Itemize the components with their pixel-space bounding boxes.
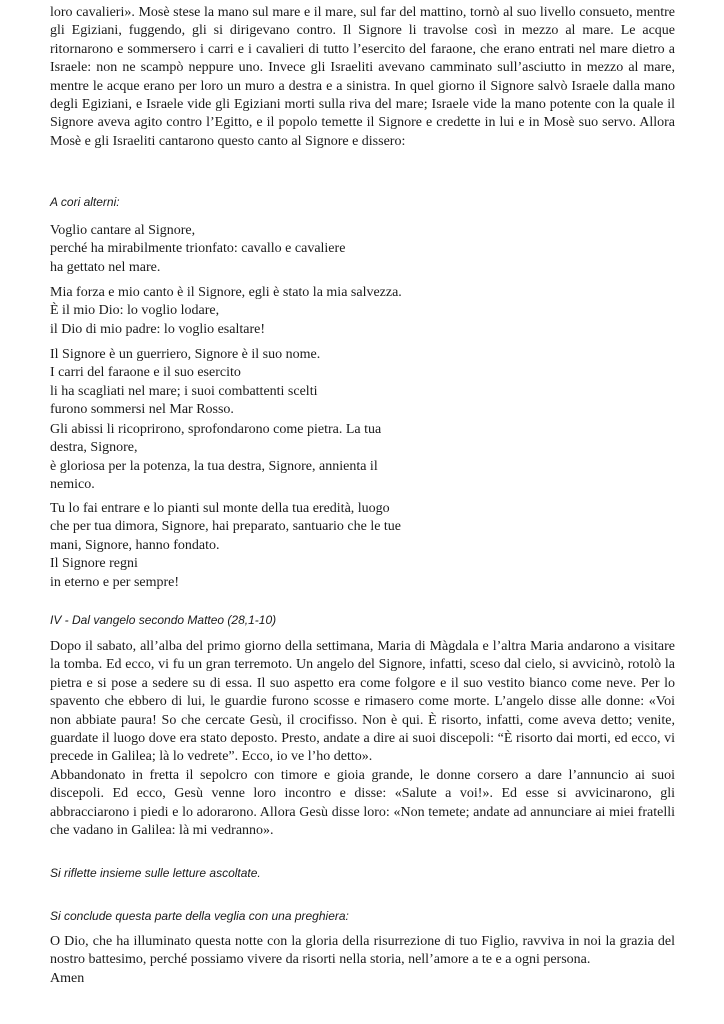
canticle-line: che per tua dimora, Signore, hai preparato, santuario che le tue (50, 519, 402, 535)
canticle-line: destra, Signore, (50, 440, 138, 456)
canticle-line: in eterno e per sempre! (50, 574, 180, 590)
canticle-stanza (50, 500, 401, 592)
canticle-line: Il Signore regni (50, 556, 138, 572)
canticle-stanza (50, 284, 402, 339)
canticle-line: È il mio Dio: lo voglio lodare, (50, 303, 220, 319)
prayer-amen: Amen (50, 970, 85, 986)
canticle-line: Mia forza e mio canto è il Signore, egli è stato la mia salvezza. (50, 285, 402, 300)
closing-prayer (50, 933, 675, 988)
canticle-line: è gloriosa per la potenza, la tua destra, Signore, annienta il (50, 458, 378, 474)
canticle-line: furono sommersi nel Mar Rosso. (50, 402, 234, 418)
prayer-text: O Dio, che ha illuminato questa notte con la gloria della risurrezione di tuo Figlio, ravviva in noi la grazia del nostro battesimo, perché possiamo vivere da risorti nella storia, nell’amore a te e a ogni persona. (50, 934, 675, 968)
canticle-line: I carri del faraone e il suo esercito (50, 365, 241, 381)
canticle-line: perché ha mirabilmente trionfato: cavallo e cavaliere (50, 241, 346, 257)
caption-reflection: Si riflette insieme sulle letture ascoltate. (50, 866, 261, 880)
gospel-paragraph: Abbandonato in fretta il sepolcro con timore e gioia grande, le donne corsero a dare l’annuncio ai suoi discepoli. Ed ecco, Gesù venne loro incontro e disse: «Salute a voi!». Ed esse si avvicinarono, gli abbracciarono i piedi e lo adorarono. Allora Gesù disse loro: «Non temete; andate ad annunciare ai miei fratelli che vadano in Galilea: là mi vedranno». (50, 767, 675, 839)
exodus-paragraph: loro cavalieri». Mosè stese la mano sul mare e il mare, sul far del mattino, tornò al suo livello consueto, mentre gli Egiziani, fuggendo, gli si dirigevano contro. Il Signore li travolse così in mezzo al mare. Le acque ritornarono e sommersero i carri e i cavalieri di tutto l’esercito del faraone, che erano entrati nel mare dietro a Israele: non ne scampò neppure uno. Invece gli Israeliti avevano camminato sull’asciutto in mezzo al mare, mentre le acque erano per loro un muro a destra e a sinistra. In quel giorno il Signore salvò Israele dalla mano degli Egiziani, e Israele vide gli Egiziani morti sulla riva del mare; Israele vide la mano potente con la quale il Signore aveva agito contro l’Egitto, e il popolo temette il Signore e credette in lui e in Mosè suo servo. Allora Mosè e gli Israeliti cantarono questo canto al Signore e dissero: (50, 5, 675, 149)
caption-alternate-choirs: A cori alterni: (50, 195, 120, 209)
canticle-line: Tu lo fai entrare e lo pianti sul monte della tua eredità, luogo (50, 501, 390, 516)
caption-gospel-title: IV - Dal vangelo secondo Matteo (28,1-10) (50, 613, 277, 627)
canticle-line: li ha scagliati nel mare; i suoi combattenti scelti (50, 383, 318, 399)
canticle-line: Il Signore è un guerriero, Signore è il suo nome. (50, 347, 321, 362)
canticle-line: Gli abissi li ricoprirono, sprofondarono come pietra. La tua (50, 422, 382, 437)
gospel-paragraph: Dopo il sabato, all’alba del primo giorno della settimana, Maria di Màgdala e l’altra Maria andarono a visitare la tomba. Ed ecco, vi fu un gran terremoto. Un angelo del Signore, infatti, sceso dal cielo, si avvicinò, rotolò la pietra e si pose a sedere su di essa. Il suo aspetto era come folgore e il suo vestito bianco come neve. Per lo spavento che ebbero di lui, le guardie furono scosse e rimasero come morte. L’angelo disse alle donne: «Voi non abbiate paura! So che cercate Gesù, il crocifisso. Non è qui. È risorto, infatti, come aveva detto; venite, guardate il luogo dove era stato deposto. Presto, andate a dire ai suoi discepoli: “È risorto dai morti, ed ecco, vi precede in Galilea; là lo vedrete”. Ecco, io ve l’ho detto». (50, 639, 675, 765)
exodus-passage (50, 4, 675, 151)
canticle-stanza (50, 222, 345, 277)
canticle-line: Voglio cantare al Signore, (50, 223, 196, 238)
gospel-reading (50, 638, 675, 840)
canticle-line: mani, Signore, hanno fondato. (50, 537, 220, 553)
canticle-line: ha gettato nel mare. (50, 259, 161, 275)
canticle-line: nemico. (50, 477, 95, 493)
canticle-stanza (50, 421, 381, 495)
caption-concluding-prayer: Si conclude questa parte della veglia con una preghiera: (50, 909, 349, 923)
canticle-line: il Dio di mio padre: lo voglio esaltare! (50, 321, 266, 337)
canticle-stanza (50, 346, 320, 420)
